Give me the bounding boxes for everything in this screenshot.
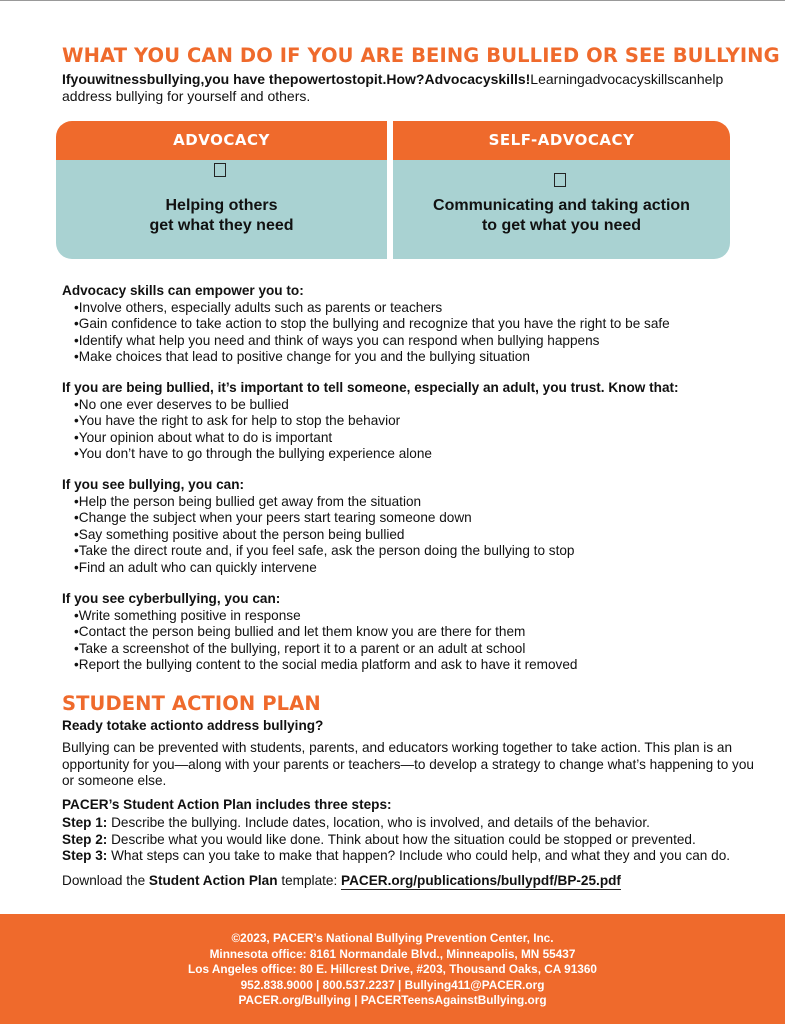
footer-la-office: Los Angeles office: 80 E. Hillcrest Drive, #203, Thousand Oaks, CA 91360 [188, 962, 597, 976]
bullet-list [62, 300, 762, 366]
self-advocacy-card [393, 121, 730, 259]
advocacy-skills-section [62, 283, 762, 366]
list-item: • Change the subject when your peers start tearing someone down [74, 510, 762, 527]
ready-question: Ready totake actionto address bullying? [62, 718, 324, 733]
self-advocacy-card-body [393, 160, 730, 259]
section-heading: If you see bullying, you can: [62, 477, 245, 492]
footer-contact: 952.838.9000 | 800.537.2237 | Bullying411@PACER.org [240, 977, 545, 992]
page-title: WHAT YOU CAN DO IF YOU ARE BEING BULLIED OR SEE BULLYING [62, 44, 780, 67]
list-item: • Say something positive about the person being bullied [74, 527, 762, 544]
step-text: What steps can you take to make that happen? Include who could help, and what they and you can do. [107, 848, 731, 863]
download-mid: template: [277, 873, 342, 888]
list-item: • Write something positive in response [74, 608, 762, 625]
footer-mn-office: Minnesota office: 8161 Normandale Blvd., Minneapolis, MN 55437 [209, 946, 576, 961]
cyberbullying-section [62, 591, 762, 674]
intro-bold: Ifyouwitnessbullying,you have thepowertostopit.How?Advocacyskills! [62, 71, 531, 87]
intro-text [62, 71, 752, 104]
download-bold: Student Action Plan [148, 873, 278, 888]
advocacy-card [56, 121, 387, 259]
list-item: • Involve others, especially adults such as parents or teachers [74, 300, 762, 317]
download-line [62, 873, 621, 890]
self-advocacy-line-2: to get what you need [481, 217, 642, 234]
steps-heading: PACER’s Student Action Plan includes three steps: [62, 797, 392, 812]
step-label: Step 3: [62, 848, 108, 863]
steps-list [62, 815, 772, 865]
list-item: • Take the direct route and, if you feel safe, ask the person doing the bullying to stop [74, 543, 762, 560]
advocacy-card-text [56, 196, 387, 236]
step-label: Step 1: [62, 815, 108, 830]
step-label: Step 2: [62, 831, 108, 847]
step-item [62, 832, 772, 849]
step-text: Describe what you would like done. Think about how the situation could be stopped or prevented. [107, 831, 696, 847]
being-bullied-section [62, 380, 762, 463]
student-action-plan-title: STUDENT ACTION PLAN [62, 692, 321, 715]
advocacy-line-1: Helping others [165, 197, 278, 214]
see-bullying-section [62, 477, 762, 576]
top-border [0, 0, 785, 1]
list-item: • Help the person being bullied get away from the situation [74, 494, 762, 511]
step-item [62, 848, 772, 865]
plan-description: Bullying can be prevented with students, parents, and educators working together to take action. This plan is an opportunity for you—along with your parents or teachers—to develop a strategy to change what’s happening to you or someone else. [62, 740, 754, 788]
list-item: • Report the bullying content to the social media platform and ask to have it removed [74, 657, 762, 674]
list-item: • Take a screenshot of the bullying, report it to a parent or an adult at school [74, 641, 762, 658]
missing-glyph-icon [554, 173, 566, 187]
list-item: • You have the right to ask for help to stop the behavior [74, 413, 762, 430]
list-item: • Your opinion about what to do is important [74, 430, 762, 447]
list-item: • Gain confidence to take action to stop the bullying and recognize that you have the right to be safe [74, 316, 762, 333]
list-item: • Identify what help you need and think of ways you can respond when bullying happens [74, 333, 762, 350]
step-text: Describe the bullying. Include dates, location, who is involved, and details of the behavior. [107, 815, 650, 830]
step-item [62, 815, 772, 832]
footer [0, 914, 785, 1024]
advocacy-card-header: ADVOCACY [56, 121, 387, 160]
list-item: • Make choices that lead to positive change for you and the bullying situation [74, 349, 762, 366]
list-item: • Find an adult who can quickly intervene [74, 560, 762, 577]
footer-copyright: ©2023, PACER’s National Bullying Prevention Center, Inc. [231, 931, 554, 945]
advocacy-line-2: get what they need [149, 217, 294, 234]
self-advocacy-card-header: SELF-ADVOCACY [393, 121, 730, 160]
self-advocacy-line-1: Communicating and taking action [433, 197, 690, 214]
advocacy-card-body [56, 160, 387, 259]
footer-links: PACER.org/Bullying | PACERTeensAgainstBullying.org [238, 993, 547, 1007]
bullet-list [62, 494, 762, 577]
intro-normal: Learningadvocacyskillscanhelp address bullying for yourself and others. [62, 71, 724, 104]
section-heading: If you see cyberbullying, you can: [62, 591, 281, 606]
self-advocacy-card-text [393, 196, 730, 236]
bullet-list [62, 608, 762, 674]
missing-glyph-icon [214, 163, 226, 177]
list-item: • Contact the person being bullied and let them know you are there for them [74, 624, 762, 641]
bullet-list [62, 397, 762, 463]
download-prefix: Download the [62, 873, 149, 888]
section-heading: Advocacy skills can empower you to: [62, 283, 304, 298]
download-link[interactable]: PACER.org/publications/bullypdf/BP-25.pdf [341, 873, 621, 888]
list-item: • No one ever deserves to be bullied [74, 397, 762, 414]
list-item: • You don’t have to go through the bullying experience alone [74, 446, 762, 463]
section-heading: If you are being bullied, it’s important to tell someone, especially an adult, you trust. Know that: [62, 380, 679, 395]
